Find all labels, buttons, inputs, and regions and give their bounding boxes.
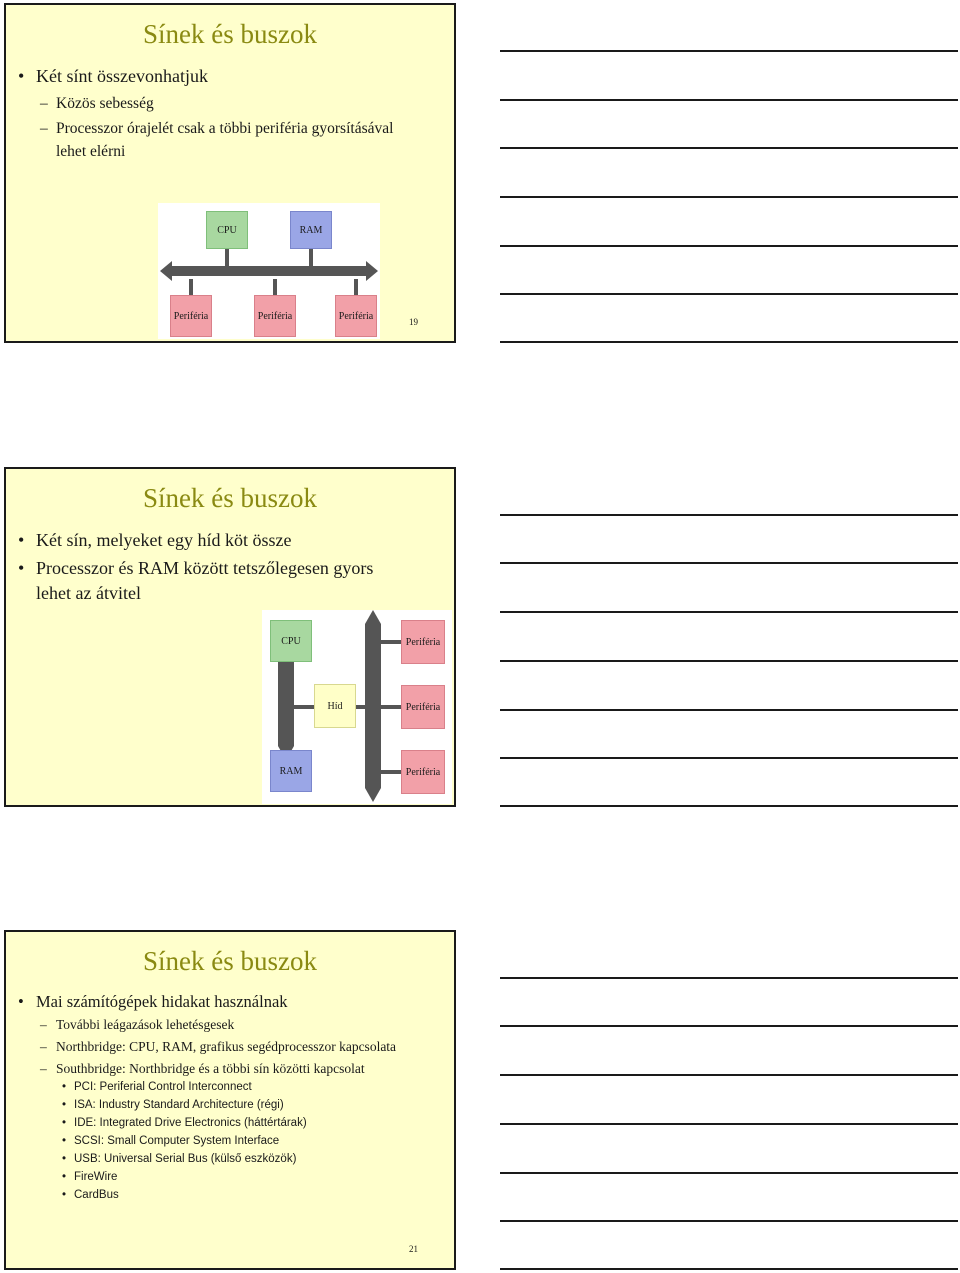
note-line xyxy=(500,1074,958,1076)
peripheral-box: Periféria xyxy=(401,620,445,664)
slide-title: Sínek és buszok xyxy=(143,483,317,513)
bus-connector xyxy=(273,279,277,295)
slide-title: Sínek és buszok xyxy=(143,946,317,976)
note-line xyxy=(500,805,958,807)
note-line xyxy=(500,1025,958,1027)
note-line xyxy=(500,196,958,198)
page-number: 21 xyxy=(409,1244,418,1254)
peripheral-box: Periféria xyxy=(401,685,445,729)
slide-19: Sínek és buszok • Két sínt összevonhatjuk – Közös sebesség – Processzor órajelét csak a többi periféria gyorsításával lehet elérni CPU RAM Periféria Periféria Periféria 19 xyxy=(4,3,456,343)
note-line xyxy=(500,757,958,759)
bus-connector xyxy=(189,279,193,295)
dash-icon: – xyxy=(40,1039,47,1054)
bullet-dot: • xyxy=(18,558,25,578)
note-line xyxy=(500,562,958,564)
ram-box: RAM xyxy=(290,211,332,249)
note-line xyxy=(500,1220,958,1222)
bus-connector xyxy=(354,279,358,295)
dash-icon: – xyxy=(40,95,48,112)
note-line xyxy=(500,977,958,979)
note-line xyxy=(500,341,958,343)
note-line xyxy=(500,1172,958,1174)
peripheral-box: Periféria xyxy=(254,295,296,337)
note-line xyxy=(500,709,958,711)
note-line xyxy=(500,293,958,295)
slide-title: Sínek és buszok xyxy=(143,19,317,49)
bus-diagram xyxy=(158,203,380,339)
peripheral-box: Periféria xyxy=(401,750,445,794)
note-line xyxy=(500,514,958,516)
page-number: 19 xyxy=(409,317,418,327)
slide-21: Sínek és buszok • Mai számítógépek hidakat használnak – További leágazások lehetésgesek – Northbridge: CPU, RAM, grafikus segédprocesszor kapcsolata – Southbridge: Northbridge és a többi sín közötti kapcsolat • PCI: Periferial Control Interconnect • ISA: Industry Standard Architecture (régi) • IDE: Integrated Drive Electronics (háttértárak) • SCSI: Small Computer System Interface • USB: Universal Serial Bus (külső eszközök) • FireWire • CardBus 21 xyxy=(4,930,456,1270)
bullet-dot: • xyxy=(18,530,25,550)
bus-arrow xyxy=(158,261,380,281)
bridge-box: Híd xyxy=(314,684,356,728)
cpu-box: CPU xyxy=(270,620,312,662)
note-line xyxy=(500,245,958,247)
note-line xyxy=(500,1268,958,1270)
slide-20: Sínek és buszok • Két sín, melyeket egy híd köt össze • Processzor és RAM között tetszőlegesen gyors lehet az átvitel CPU Híd RAM Periféria Periféria Periféria xyxy=(4,467,456,807)
note-line xyxy=(500,611,958,613)
bullet-text: Két sínt összevonhatjuk xyxy=(36,66,208,86)
note-line xyxy=(500,50,958,52)
peripheral-box: Periféria xyxy=(170,295,212,337)
bullet-dot: • xyxy=(18,66,25,86)
bullet-dot: • xyxy=(18,992,24,1011)
dash-icon: – xyxy=(40,120,48,137)
note-line xyxy=(500,99,958,101)
ram-box: RAM xyxy=(270,750,312,792)
dash-icon: – xyxy=(40,1017,47,1032)
peripheral-box: Periféria xyxy=(335,295,377,337)
bridge-diagram xyxy=(262,610,452,804)
note-line xyxy=(500,660,958,662)
cpu-box: CPU xyxy=(206,211,248,249)
dash-icon: – xyxy=(40,1061,47,1076)
note-line xyxy=(500,147,958,149)
note-line xyxy=(500,1123,958,1125)
